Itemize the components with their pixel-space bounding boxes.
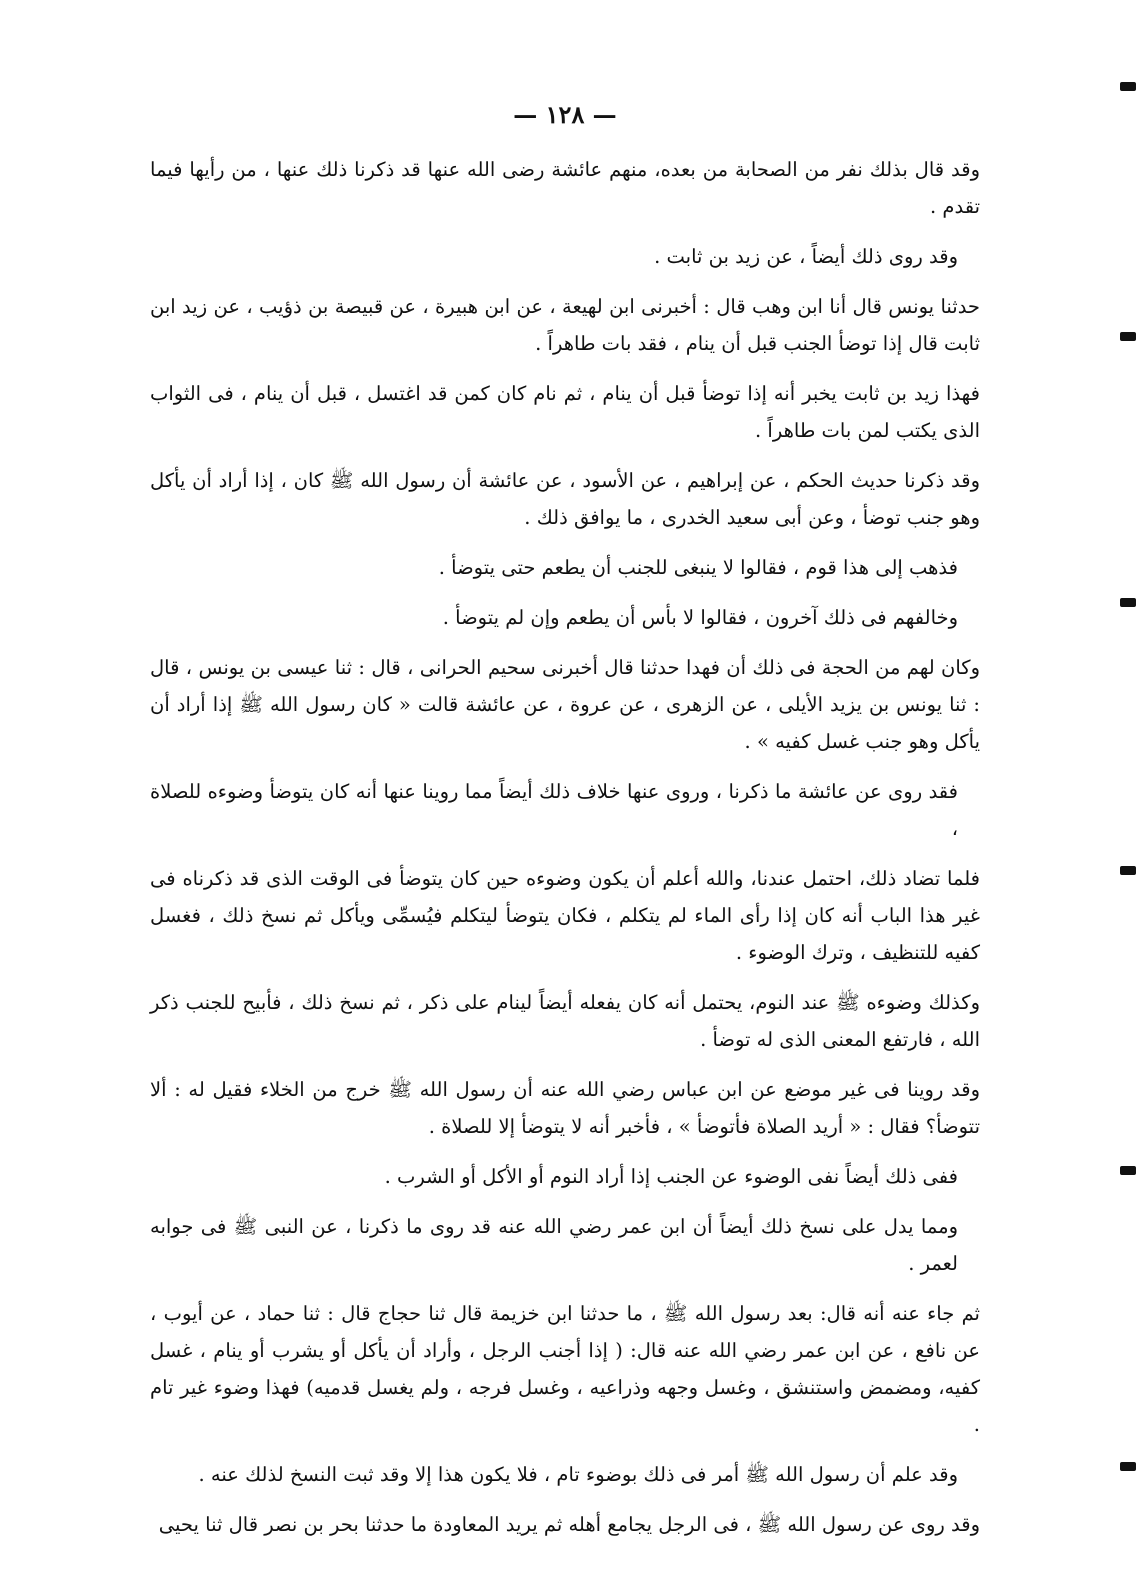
margin-mark — [1120, 598, 1136, 607]
margin-mark — [1120, 332, 1136, 341]
paragraph: وقد قال بذلك نفر من الصحابة من بعده، منهم عائشة رضى الله عنها قد ذكرنا ذلك عنها ، من رأيها فيما تقدم . — [150, 158, 980, 218]
paragraph: وكان لهم من الحجة فى ذلك أن فهدا حدثنا قال أخبرنى سحيم الحرانى ، قال : ثنا عيسى بن يونس ، قال : ثنا يونس بن يزيد الأيلى ، عن الزهرى ، عن عروة ، عن عائشة قالت « كان رسول الله ﷺ إذا أراد أن يأكل وهو جنب غسل كفيه » . — [150, 656, 980, 753]
paragraph: ففى ذلك أيضاً نفى الوضوء عن الجنب إذا أراد النوم أو الأكل أو الشرب . — [384, 1165, 958, 1188]
margin-mark — [1120, 82, 1136, 91]
margin-mark — [1120, 1166, 1136, 1175]
paragraph: فذهب إلى هذا قوم ، فقالوا لا ينبغى للجنب أن يطعم حتى يتوضأ . — [438, 556, 958, 579]
paragraph: فهذا زيد بن ثابت يخبر أنه إذا توضأ قبل أن ينام ، ثم نام كان كمن قد اغتسل ، قبل أن ينام ، فى الثواب الذى يكتب لمن بات طاهراً . — [150, 382, 980, 442]
paragraph: وخالفهم فى ذلك آخرون ، فقالوا لا بأس أن يطعم وإن لم يتوضأ . — [442, 606, 958, 629]
document-page — [150, 100, 980, 1556]
paragraph: وقد روى عن رسول الله ﷺ ، فى الرجل يجامع أهله ثم يريد المعاودة ما حدثنا بحر بن نصر قال ثنا يحيى — [158, 1513, 980, 1536]
paragraph: فقد روى عن عائشة ما ذكرنا ، وروى عنها خلاف ذلك أيضاً مما روينا عنها أنه كان يتوضأ وضوءه للصلاة ، — [150, 780, 958, 840]
paragraph: وقد ذكرنا حديث الحكم ، عن إبراهيم ، عن الأسود ، عن عائشة أن رسول الله ﷺ كان ، إذا أراد أن يأكل وهو جنب توضأ ، وعن أبى سعيد الخدرى ، ما يوافق ذلك . — [150, 469, 980, 529]
paragraph: وكذلك وضوءه ﷺ عند النوم، يحتمل أنه كان يفعله أيضاً لينام على ذكر ، ثم نسخ ذلك ، فأبيح للجنب ذكر الله ، فارتفع المعنى الذى له توضأ . — [150, 991, 980, 1051]
paragraph: وقد روى ذلك أيضاً ، عن زيد بن ثابت . — [654, 245, 958, 268]
paragraph: حدثنا يونس قال أنا ابن وهب قال : أخبرنى ابن لهيعة ، عن ابن هبيرة ، عن قبيصة بن ذؤيب ، عن زيد ابن ثابت قال إذا توضأ الجنب قبل أن ينام ، فقد بات طاهراً . — [150, 295, 980, 355]
paragraph: وقد علم أن رسول الله ﷺ أمر فى ذلك بوضوء تام ، فلا يكون هذا إلا وقد ثبت النسخ لذلك عنه . — [198, 1463, 958, 1486]
paragraph: وقد روينا فى غير موضع عن ابن عباس رضي الله عنه أن رسول الله ﷺ خرج من الخلاء فقيل له : ألا تتوضأ؟ فقال : « أريد الصلاة فأتوضأ » ، فأخبر أنه لا يتوضأ إلا للصلاة . — [150, 1078, 980, 1138]
paragraph: ثم جاء عنه أنه قال: بعد رسول الله ﷺ ، ما حدثنا ابن خزيمة قال ثنا حجاج قال : ثنا حماد ، عن أيوب ، عن نافع ، عن ابن عمر رضي الله عنه قال: ( إذا أجنب الرجل ، وأراد أن يأكل أو يشرب أو ينام ، غسل كفيه، ومضمض واستنشق ، وغسل وجهه وذراعيه ، وغسل فرجه ، ولم يغسل قدميه) فهذا وضوء غير تام . — [150, 1302, 980, 1436]
page-number: — ١٢٨ — — [513, 100, 617, 129]
margin-mark — [1120, 866, 1136, 875]
paragraph: ومما يدل على نسخ ذلك أيضاً أن ابن عمر رضي الله عنه قد روى ما ذكرنا ، عن النبى ﷺ فى جوابه لعمر . — [150, 1215, 958, 1275]
paragraph: فلما تضاد ذلك، احتمل عندنا، والله أعلم أن يكون وضوءه حين كان يتوضأ فى الوقت الذى قد ذكرناه فى غير هذا الباب أنه كان إذا رأى الماء لم يتكلم ، فكان يتوضأ ليتكلم فيُسمِّى ويأكل ثم نسخ ذلك ، فغسل كفيه للتنظيف ، وترك الوضوء . — [150, 867, 980, 964]
margin-mark — [1120, 1462, 1136, 1471]
